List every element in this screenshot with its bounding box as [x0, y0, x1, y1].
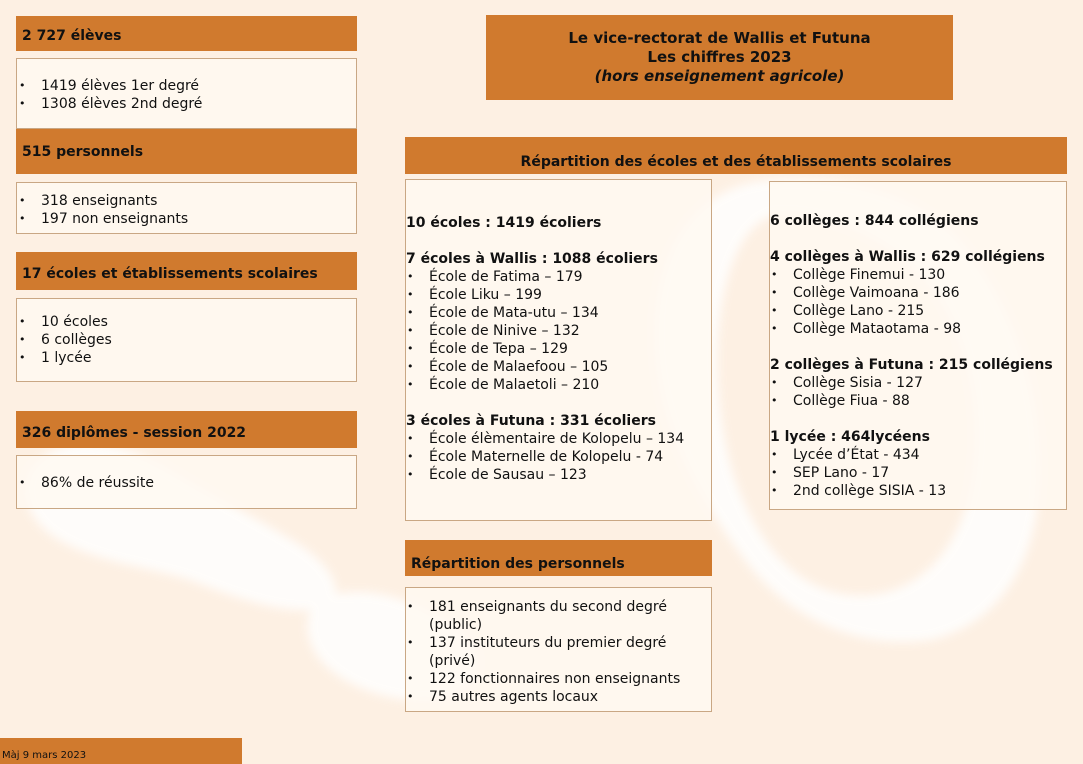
list-item: • École de Malaefoou – 105	[406, 358, 711, 376]
ecoles-futuna-heading: 3 écoles à Futuna : 331 écoliers	[406, 413, 656, 429]
list-item: • École de Mata-utu – 134	[406, 304, 711, 322]
personnels-box	[16, 182, 357, 234]
title-line-1: Le vice-rectorat de Wallis et Futuna	[568, 29, 871, 47]
ecoles-box	[16, 298, 357, 382]
ecoles-heading: 17 écoles et établissements scolaires	[16, 252, 357, 290]
list-item: • École élèmentaire de Kolopelu – 134	[406, 430, 711, 448]
ecoles-wallis-heading: 7 écoles à Wallis : 1088 écoliers	[406, 251, 658, 267]
eleves-heading: 2 727 élèves	[16, 16, 357, 51]
list-item: • 1308 élèves 2nd degré	[18, 95, 356, 113]
page-title	[486, 15, 953, 100]
list-item: • Lycée d’État - 434	[770, 446, 1066, 464]
title-line-3: (hors enseignement agricole)	[594, 67, 845, 85]
personnels-repartition-box	[405, 587, 712, 712]
list-item: • Collège Vaimoana - 186	[770, 284, 1066, 302]
list-item: • SEP Lano - 17	[770, 464, 1066, 482]
list-item: • École de Malaetoli – 210	[406, 376, 711, 394]
list-item: • École de Tepa – 129	[406, 340, 711, 358]
list-item: • 6 collèges	[18, 331, 356, 349]
update-date-badge: Màj 9 mars 2023	[0, 738, 242, 764]
list-item: • 1 lycée	[18, 349, 356, 367]
personnels-heading: 515 personnels	[16, 129, 357, 174]
eleves-box	[16, 58, 357, 129]
colleges-total: 6 collèges : 844 collégiens	[770, 213, 979, 229]
colleges-wallis-heading: 4 collèges à Wallis : 629 collégiens	[770, 249, 1045, 265]
list-item: • 181 enseignants du second degré (public)	[406, 598, 711, 634]
list-item: • École Maternelle de Kolopelu - 74	[406, 448, 711, 466]
colleges-futuna-heading: 2 collèges à Futuna : 215 collégiens	[770, 357, 1053, 373]
list-item: • 75 autres agents locaux	[406, 688, 711, 706]
list-item: • 86% de réussite	[18, 474, 356, 492]
list-item: • École de Sausau – 123	[406, 466, 711, 484]
ecoles-primaires-box	[405, 179, 712, 521]
colleges-lycee-box	[769, 181, 1067, 510]
list-item: • 122 fonctionnaires non enseignants	[406, 670, 711, 688]
list-item: • École Liku – 199	[406, 286, 711, 304]
list-item: • 197 non enseignants	[18, 210, 356, 228]
list-item: • École de Ninive – 132	[406, 322, 711, 340]
list-item: • Collège Fiua - 88	[770, 392, 1066, 410]
title-line-2: Les chiffres 2023	[647, 48, 792, 66]
diplomes-heading: 326 diplômes - session 2022	[16, 411, 357, 448]
repartition-ecoles-heading: Répartition des écoles et des établissements scolaires	[405, 137, 1067, 174]
list-item: • 318 enseignants	[18, 192, 356, 210]
list-item: • Collège Sisia - 127	[770, 374, 1066, 392]
ecoles-total: 10 écoles : 1419 écoliers	[406, 215, 602, 231]
list-item: • Collège Lano - 215	[770, 302, 1066, 320]
diplomes-box	[16, 455, 357, 509]
list-item: • Collège Mataotama - 98	[770, 320, 1066, 338]
repartition-personnels-heading: Répartition des personnels	[405, 540, 712, 576]
list-item: • 1419 élèves 1er degré	[18, 77, 356, 95]
list-item: • 137 instituteurs du premier degré (privé)	[406, 634, 711, 670]
lycee-heading: 1 lycée : 464lycéens	[770, 429, 930, 445]
list-item: • École de Fatima – 179	[406, 268, 711, 286]
list-item: • Collège Finemui - 130	[770, 266, 1066, 284]
list-item: • 2nd collège SISIA - 13	[770, 482, 1066, 500]
list-item: • 10 écoles	[18, 313, 356, 331]
